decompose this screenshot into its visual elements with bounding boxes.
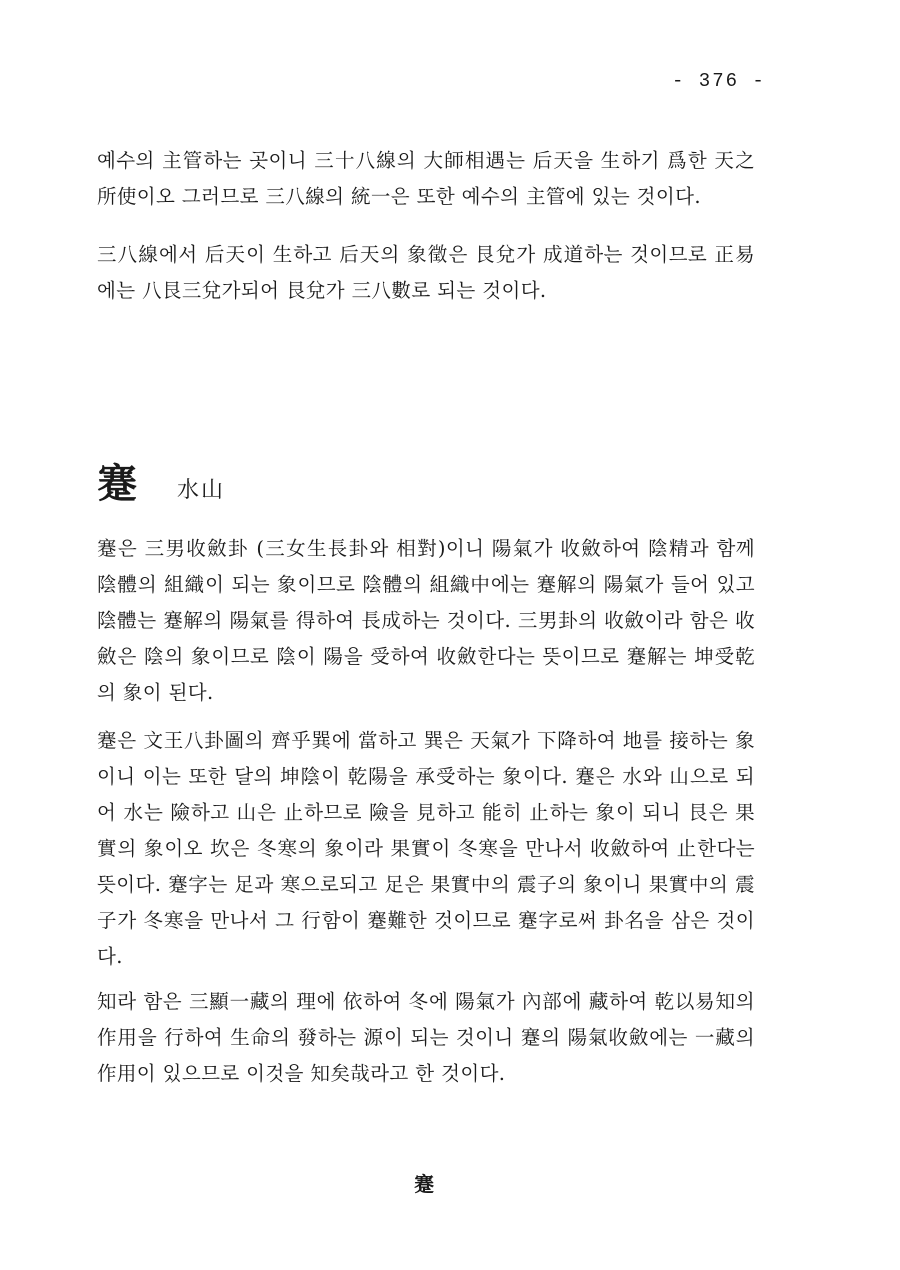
hexagram-title: 蹇 <box>97 460 137 507</box>
hexagram-subtitle: 水山 <box>177 478 226 503</box>
section-heading <box>97 452 225 509</box>
paragraph-body-3: 知라 함은 三顯一藏의 理에 依하여 冬에 陽氣가 內部에 藏하여 乾以易知의 作用을 行하여 生命의 發하는 源이 되는 것이니 蹇의 陽氣收斂에는 一藏의 作用이 있으므로 이것을 知矣哉라고 한 것이다. <box>97 990 755 1085</box>
paragraph-intro-2: 三八線에서 后天이 生하고 后天의 象徵은 艮兌가 成道하는 것이므로 正易에는 八艮三兌가되어 艮兌가 三八數로 되는 것이다. <box>97 243 755 302</box>
paragraph-body-1: 蹇은 三男收斂卦 (三女生長卦와 相對)이니 陽氣가 收斂하여 陰精과 함께 陰體의 組織이 되는 象이므로 陰體의 組織中에는 蹇解의 陽氣가 들어 있고 陰體는 蹇解의 陽氣를 得하여 長成하는 것이다. 三男卦의 收斂이라 함은 收斂은 陰의 象이므로 陰이 陽을 受하여 收斂한다는 뜻이므로 蹇解는 坤受乾의 象이 된다. <box>97 537 755 704</box>
paragraph-body-2: 蹇은 文王八卦圖의 齊乎巽에 當하고 巽은 天氣가 下降하여 地를 接하는 象이니 이는 또한 달의 坤陰이 乾陽을 承受하는 象이다. 蹇은 水와 山으로 되어 水는 險하고 山은 止하므로 險을 見하고 能히 止하는 象이 되니 艮은 果實의 象이오 坎은 冬寒의 象이라 果實이 冬寒을 만나서 收斂하여 止한다는 뜻이다. 蹇字는 足과 寒으로되고 足은 果實中의 震子의 象이니 果實中의 震子가 冬寒을 만나서 그 行함이 蹇難한 것이므로 蹇字로써 卦名을 삼은 것이다. <box>97 729 755 968</box>
page-number: - 376 - <box>672 70 766 92</box>
page-footer: 蹇 <box>414 1172 434 1196</box>
paragraph-intro-1: 예수의 主管하는 곳이니 三十八線의 大師相遇는 后天을 生하기 爲한 天之所使이오 그러므로 三八線의 統一은 또한 예수의 主管에 있는 것이다. <box>97 149 755 208</box>
